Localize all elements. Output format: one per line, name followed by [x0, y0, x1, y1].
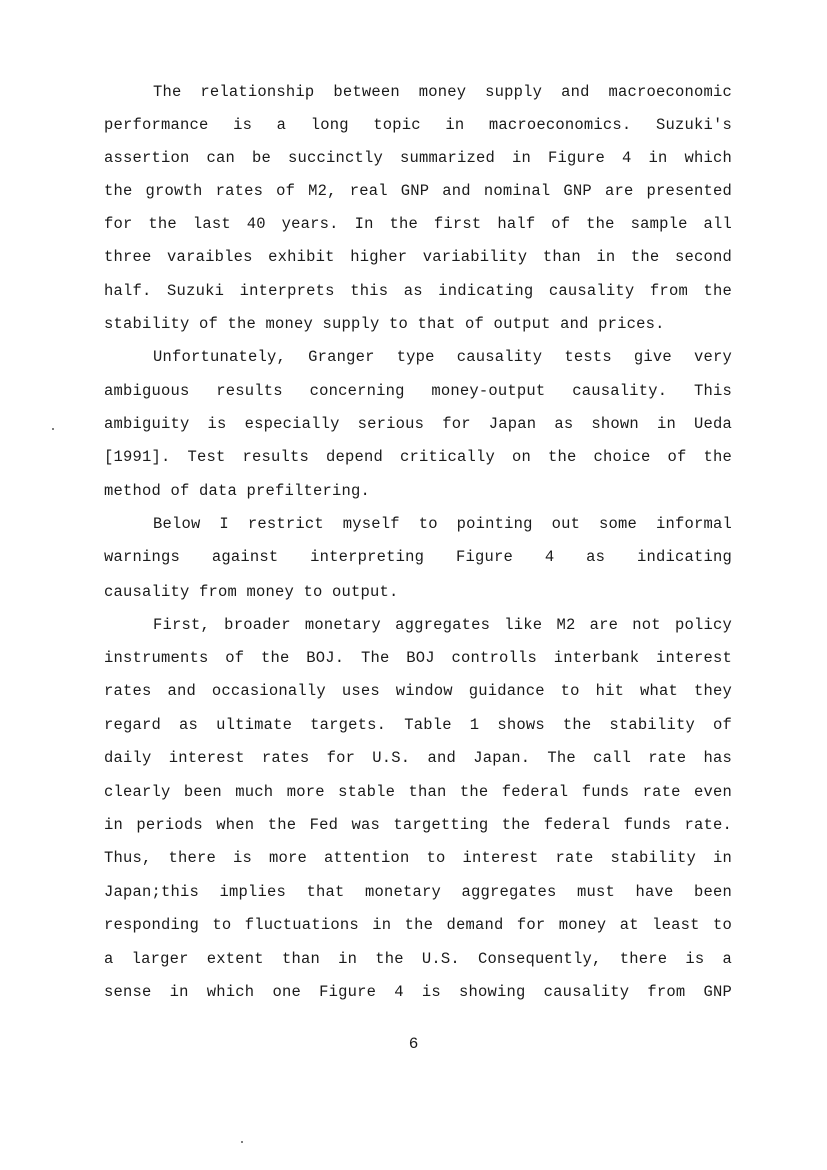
text-line: a larger extent than in the U.S. Consequently, there is a: [104, 950, 732, 968]
text-line: rates and occasionally uses window guidance to hit what they: [104, 682, 732, 700]
text-line: Unfortunately, Granger type causality tests give very: [153, 348, 732, 366]
page-number: 6: [408, 1035, 419, 1053]
text-line: daily interest rates for U.S. and Japan. The call rate has: [104, 749, 732, 767]
scan-speck: [52, 428, 54, 430]
text-line: instruments of the BOJ. The BOJ controlls interbank interest: [104, 649, 732, 667]
text-line: warnings against interpreting Figure 4 as indicating: [104, 548, 732, 566]
text-line: Japan;this implies that monetary aggregates must have been: [104, 883, 732, 901]
text-line: assertion can be succinctly summarized in Figure 4 in which: [104, 149, 732, 167]
text-line: Below I restrict myself to pointing out some informal: [153, 515, 732, 533]
text-line: method of data prefiltering.: [104, 482, 371, 500]
text-line: three varaibles exhibit higher variability than in the second: [104, 248, 732, 266]
text-line: [1991]. Test results depend critically on the choice of the: [104, 448, 732, 466]
text-line: responding to fluctuations in the demand for money at least to: [104, 916, 732, 934]
text-line: ambiguous results concerning money-output causality. This: [104, 382, 732, 400]
text-line: regard as ultimate targets. Table 1 shows the stability of: [104, 716, 732, 734]
text-line: The relationship between money supply and macroeconomic: [153, 83, 732, 101]
text-line: Thus, there is more attention to interest rate stability in: [104, 849, 732, 867]
text-line: for the last 40 years. In the first half of the sample all: [104, 215, 732, 233]
text-line: ambiguity is especially serious for Japan as shown in Ueda: [104, 415, 732, 433]
text-line: half. Suzuki interprets this as indicating causality from the: [104, 282, 732, 300]
text-line: the growth rates of M2, real GNP and nominal GNP are presented: [104, 182, 732, 200]
text-line: First, broader monetary aggregates like M2 are not policy: [153, 616, 732, 634]
text-line: in periods when the Fed was targetting the federal funds rate.: [104, 816, 732, 834]
text-line: clearly been much more stable than the federal funds rate even: [104, 783, 732, 801]
text-line: performance is a long topic in macroeconomics. Suzuki's: [104, 116, 732, 134]
text-line: causality from money to output.: [104, 583, 399, 601]
scan-speck: [241, 1141, 243, 1143]
text-line: sense in which one Figure 4 is showing causality from GNP: [104, 983, 732, 1001]
text-line: stability of the money supply to that of output and prices.: [104, 315, 665, 333]
